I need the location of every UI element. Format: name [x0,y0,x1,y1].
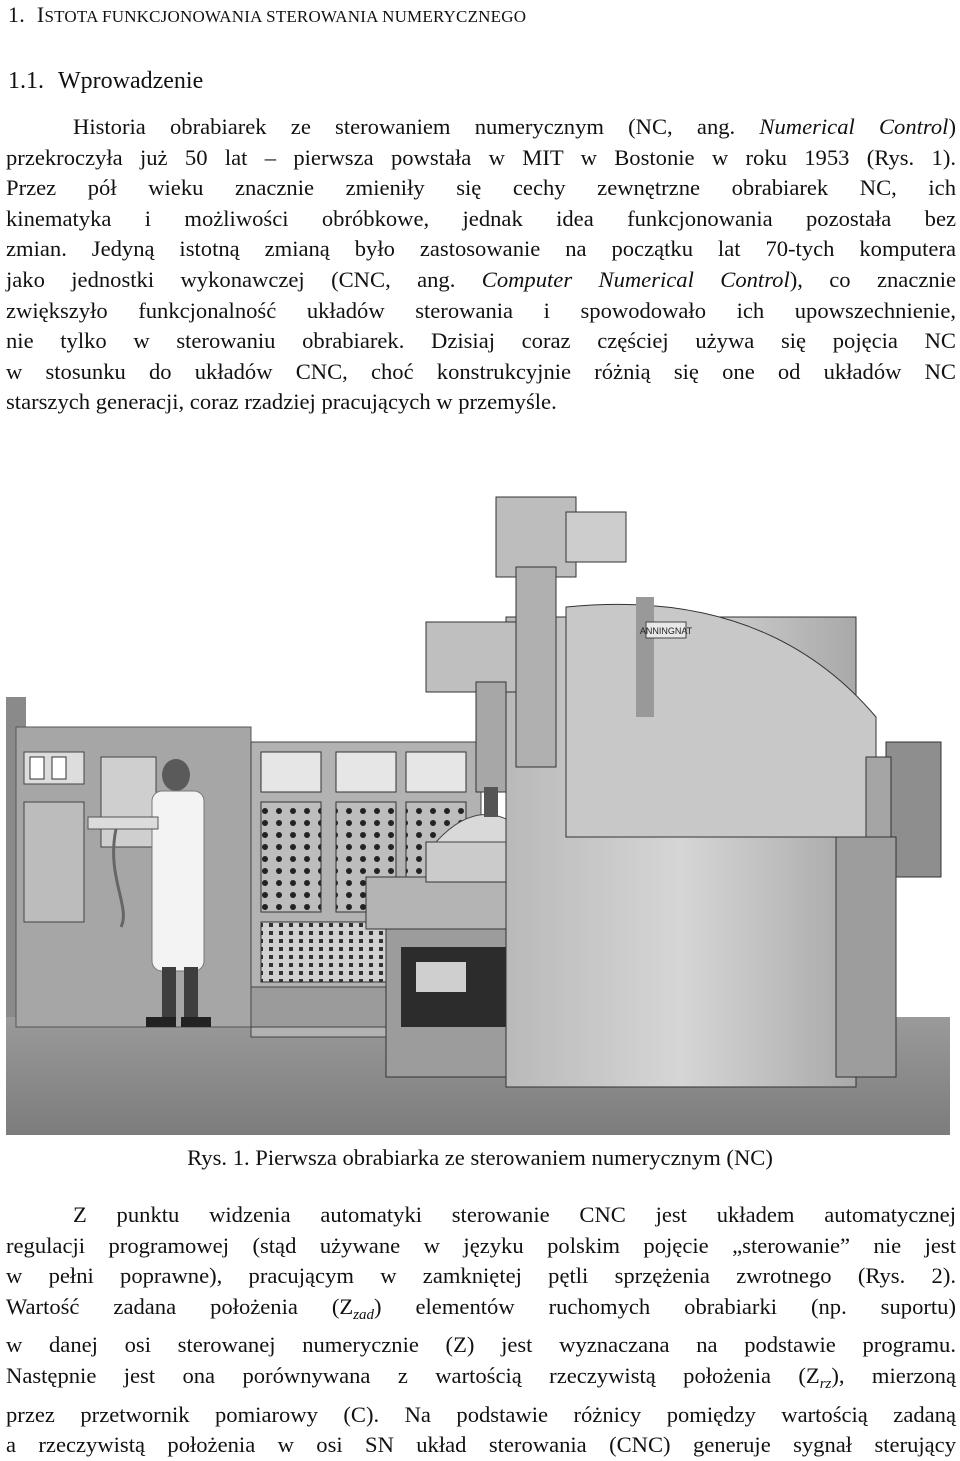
paragraph-line: przez przetwornik pomiarowy (C). Na podstawie różnicy pomiędzy wartością zadaną [6,1401,956,1427]
paragraph-line [6,112,956,143]
paragraph-line: a rzeczywistą położenia w osi SN układ sterowania (CNC) generuje sygnał sterujący [6,1432,956,1458]
text-run: Wartość zadana położenia (Z [6,1293,354,1319]
subscript: rz [819,1375,832,1392]
intro-paragraph [6,112,956,418]
paragraph-line: regulacji programowej (stąd używane w języku polskim pojęcie „sterowanie” nie jest [6,1232,956,1258]
subsection-heading [8,68,203,95]
italic-term: Computer Numerical Control [481,266,790,292]
subsection-title: Wprowadzenie [58,68,204,94]
section-title-initial: I [36,2,45,27]
section-heading [8,2,526,28]
paragraph-line: zmian. Jedyną istotną zmianą było zastosowanie na początku lat 70-tych komputera [6,236,956,262]
section-number: 1. [8,2,25,27]
paragraph-line: Z punktu widzenia automatyki sterowanie CNC jest układem automatycznej [73,1202,956,1227]
text-run: Historia obrabiarek ze sterowaniem numerycznym (NC, ang. [73,114,760,139]
paragraph-line: Przez pół wieku znacznie zmieniły się cechy zewnętrzne obrabiarek NC, ich [6,175,956,201]
paragraph-line: zwiększyło funkcjonalność układów sterowania i spowodowało ich upowszechnienie, [6,297,956,323]
machine-photo-illustration [6,457,950,1135]
paragraph-line: przekroczyła już 50 lat – pierwsza powstała w MIT w Bostonie w roku 1953 (Rys. 1). [6,144,956,170]
paragraph-line: w stosunku do układów CNC, choć konstrukcyjnie różnią się one od układów NC [6,358,956,384]
subsection-number: 1.1. [8,68,44,94]
text-run: ) [948,114,956,139]
paragraph-line [6,1292,956,1331]
nc-machine-photo [6,457,950,1135]
text-run: ) elementów ruchomych obrabiarki (np. suportu) [374,1293,956,1319]
paragraph-line: kinematyka i możliwości obróbkowe, jednak idea funkcjonowania pozostała bez [6,205,956,231]
paragraph-line: w pełni poprawne), pracującym w zamkniętej pętli sprzężenia zwrotnego (Rys. 2). [6,1263,956,1289]
italic-term: Numerical Control [759,114,949,139]
text-run: ), mierzoną [831,1362,956,1388]
paragraph-line: w danej osi sterowanej numerycznie (Z) jest wyznaczana na podstawie programu. [6,1332,956,1358]
cnc-paragraph [6,1200,956,1461]
section-title-rest: STOTA FUNKCJONOWANIA STEROWANIA NUMERYCZNEGO [44,7,527,26]
subscript: zad [353,1306,375,1323]
paragraph-line [6,1361,956,1400]
paragraph-line [6,265,956,296]
figure-caption: Rys. 1. Pierwsza obrabiarka ze sterowaniem numerycznym (NC) [187,1145,773,1170]
text-run: Następnie jest ona porównywana z wartością rzeczywistą położenia (Z [6,1362,820,1388]
paragraph-line: nie tylko w sterowaniu obrabiarek. Dzisiaj coraz częściej używa się pojęcia NC [6,328,956,354]
text-run: ), co znacznie [789,266,956,292]
text-run: jako jednostki wykonawczej (CNC, ang. [6,266,482,292]
paragraph-line: starszych generacji, coraz rzadziej pracujących w przemyśle. [6,389,557,415]
machine-nameplate: ANNINGNAT [639,626,693,636]
